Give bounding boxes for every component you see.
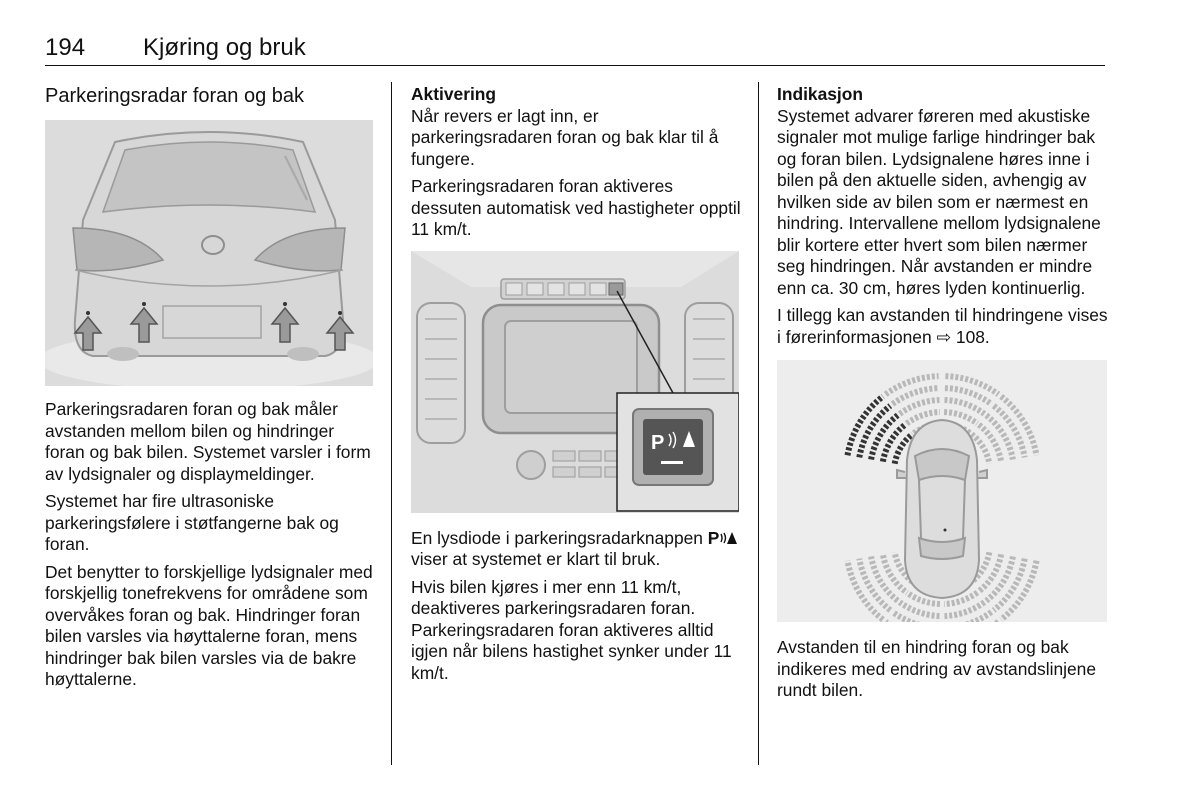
distance-arcs-figure [777,360,1107,622]
page-reference: 108 [955,326,985,347]
paragraph: Avstanden til en hindring foran og bak indikeres med endring av avstandslinjene rundt bilen. [777,637,1097,700]
parking-button-label: P [651,431,665,454]
paragraph-text: viser at systemet er klart til bruk. [411,549,661,569]
paragraph: Systemet advarer føreren med akustiske signaler mot mulige farlige hindringer bak og foran bilen. Lydsignalene høres inne i bilen på den aktuelle siden, avhengig av hvilken side av bilen som er nærmest en hindring. Intervallene mellom lydsignalene blir kortere etter hvert som bilen nærmer seg hindringen. Når avstanden er mindre enn ca. 30 cm, høres lyden kontinuerlig. [777,105,1101,298]
paragraph [777,305,1109,348]
column-1 [45,84,375,697]
car-rear-sensors-figure [45,120,373,386]
paragraph-text: I tillegg kan avstanden til hindringene vises i førerinformasjonen [777,305,1108,347]
column-2 [411,84,743,690]
parking-symbol-letter: P [707,527,720,548]
dashboard-button-figure [411,251,739,513]
sound-warning-icon [719,531,738,545]
paragraph: Hvis bilen kjøres i mer enn 11 km/t, deaktiveres parkeringsradaren foran. Parkeringsradaren foran aktiveres alltid igjen når bilens hastighet synker under 11 km/t. [411,576,732,683]
page-number: 194 [45,34,86,61]
column-divider-2 [758,82,759,765]
header-rule [45,65,1105,66]
paragraph-text: En lysdiode i parkeringsradarknappen [411,527,708,548]
paragraph-text: . [984,326,990,347]
section-title: Kjøring og bruk [143,34,306,61]
parking-symbol [708,528,739,548]
paragraph: Parkeringsradaren foran aktiveres dessuten automatisk ved hastigheter opptil 11 km/t. [411,176,741,239]
section-heading: Parkeringsradar foran og bak [45,85,305,107]
car-top-view [897,420,987,598]
column-divider-1 [391,82,392,765]
subheading-indication: Indikasjon [777,84,864,104]
page-reference-icon: ⇨ [936,326,952,347]
paragraph [411,528,743,571]
paragraph: Det benytter to forskjellige lydsignaler med forskjellig tonefrekvens for områdene som overvåkes foran og bak. Hindringer foran bilen varsles via høyttalerne foran, mens hindringer bak bilen varsles via de bakre høyttalerne. [45,561,373,689]
subheading-activation: Aktivering [411,84,497,104]
paragraph: Når revers er lagt inn, er parkeringsradaren foran og bak klar til å fungere. [411,105,719,169]
paragraph: Parkeringsradaren foran og bak måler avstanden mellom bilen og hindringer foran og bak bilen. Systemet varsler i form av lydsignaler og displaymeldinger. [45,399,371,484]
paragraph: Systemet har fire ultrasoniske parkeringsfølere i støtfangerne bak og foran. [45,491,339,554]
column-3 [777,84,1109,708]
